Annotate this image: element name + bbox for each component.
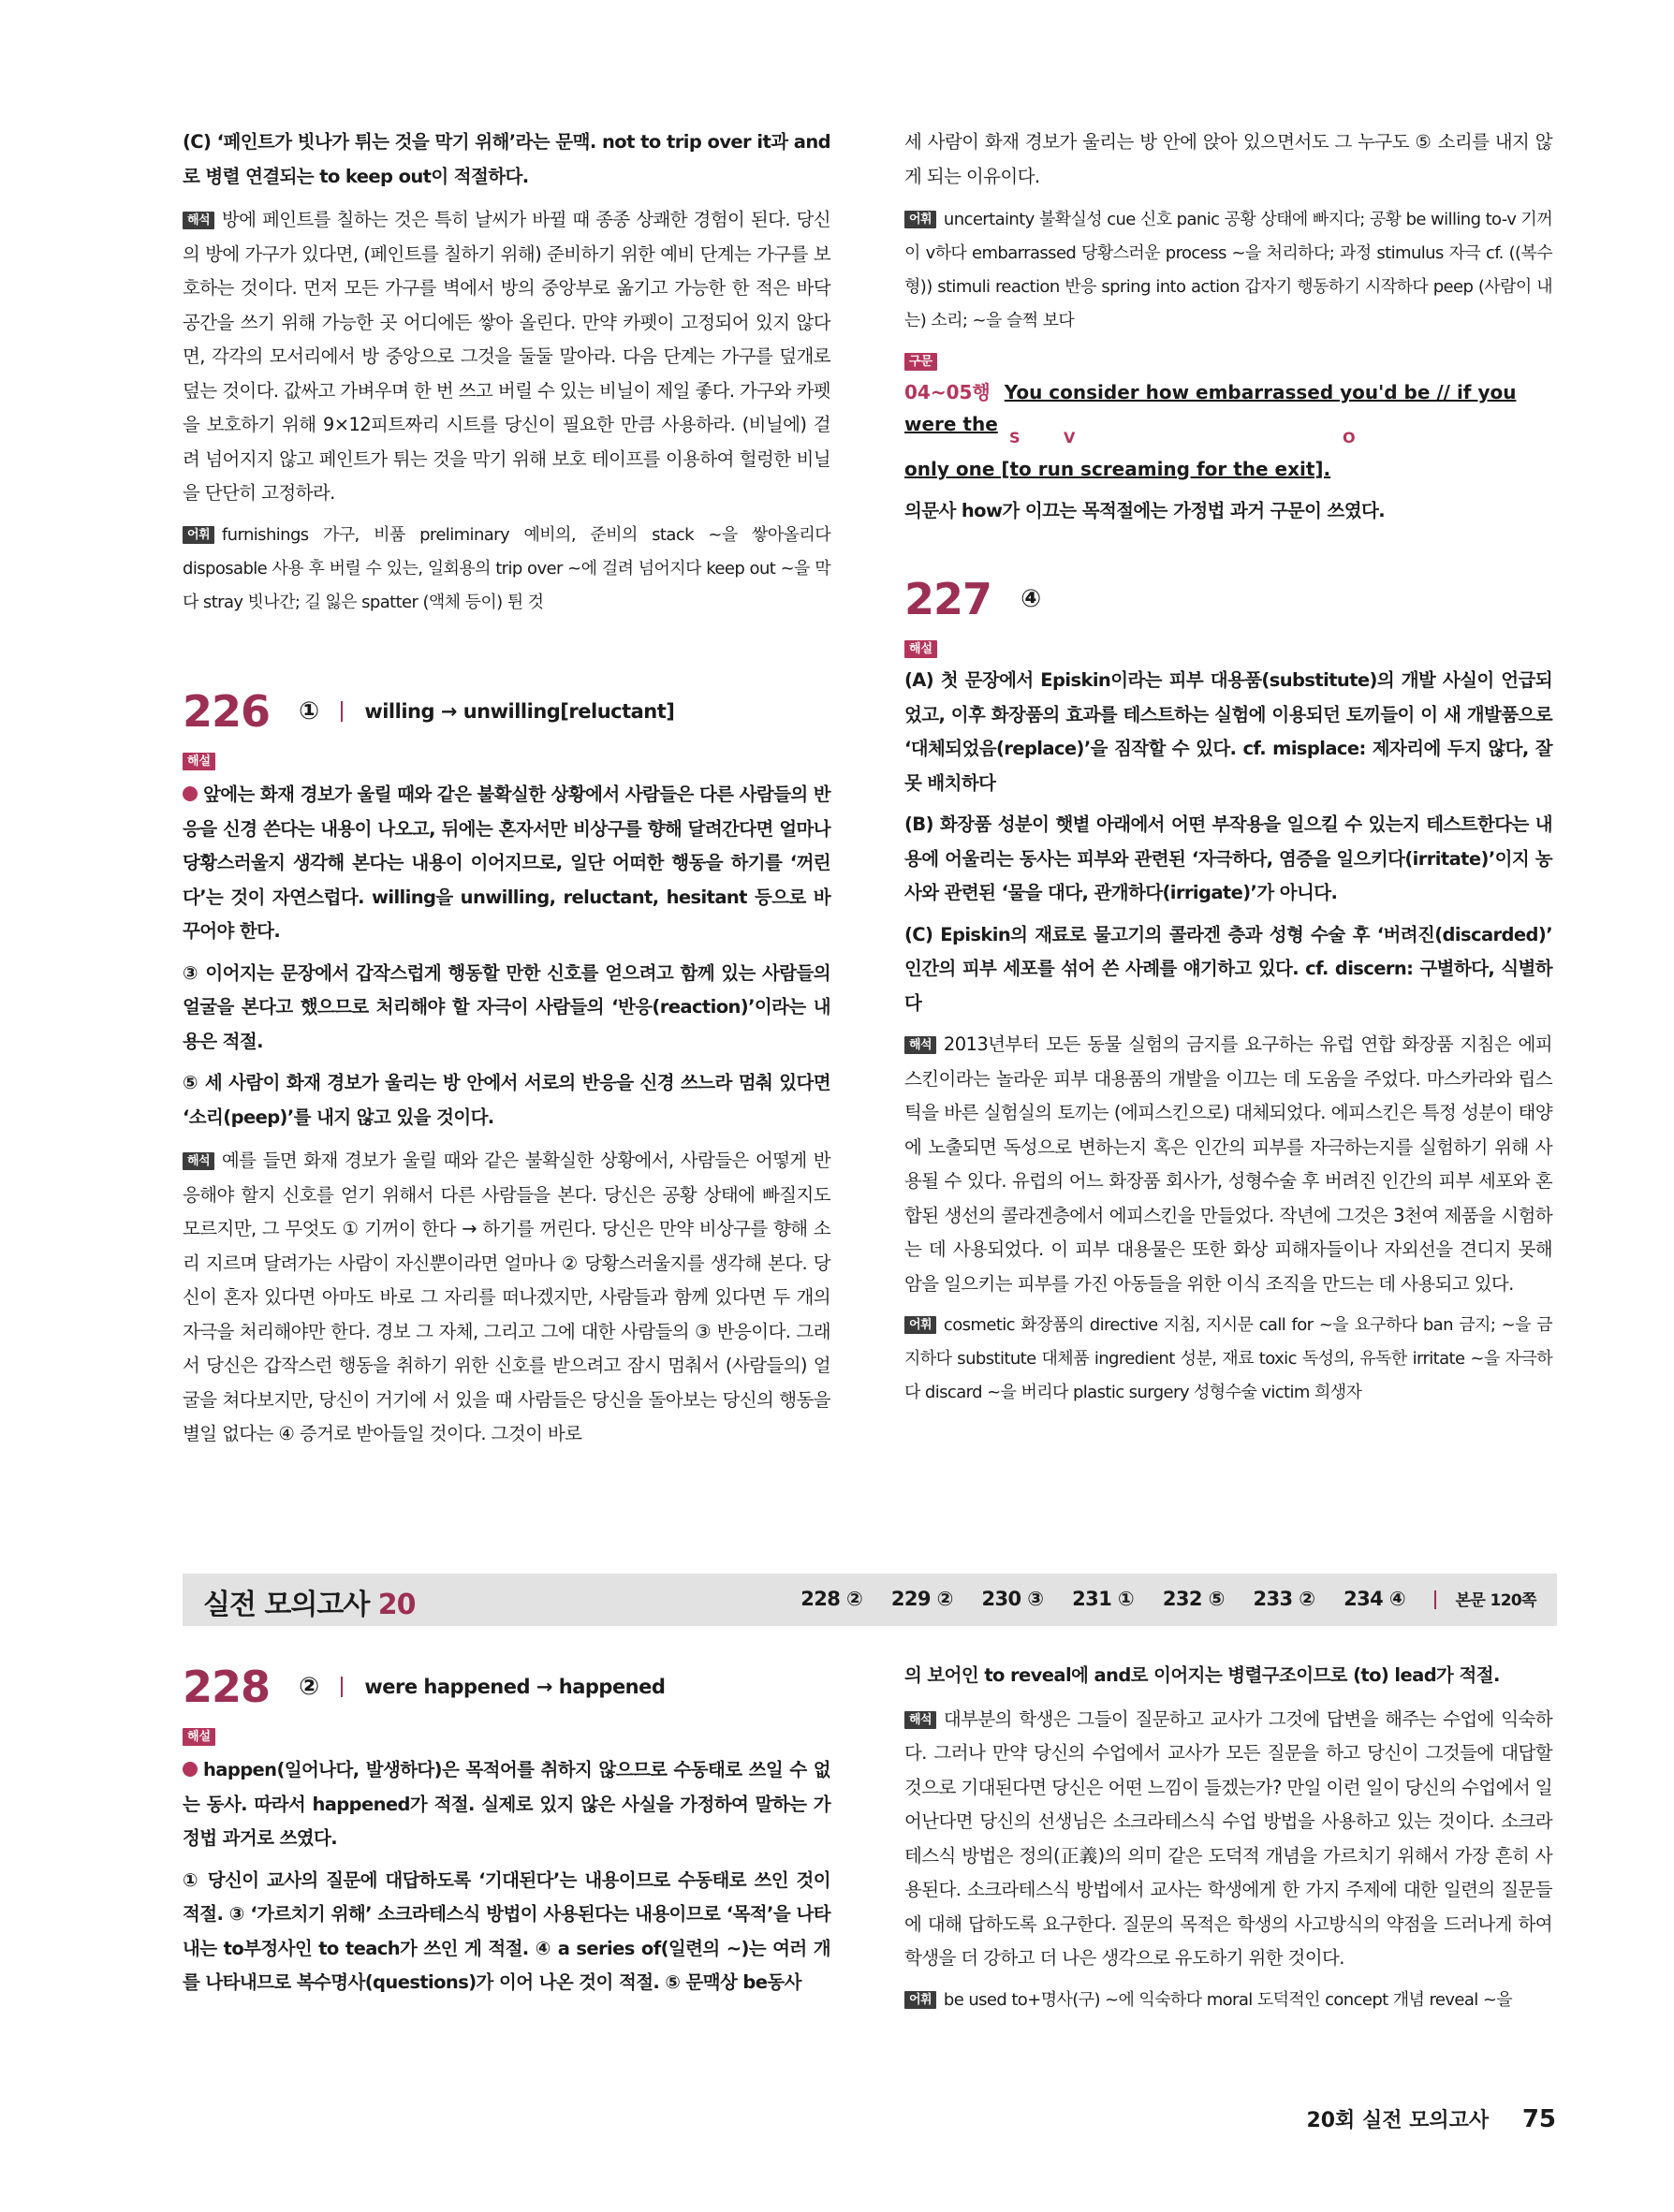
question-227 (904, 571, 1552, 1417)
vocab-paragraph-227 (904, 1309, 1552, 1410)
page-reference: 본문 120쪽 (1455, 1591, 1536, 1610)
translation-paragraph-226 (183, 1144, 830, 1452)
explanation-c: (C) Episkin의 재료로 물고기의 콜라겐 층과 성형 수술 후 ‘버려진(discarded)’ 인간의 피부 세포를 섞어 쓴 사례를 얘기하고 있다. cf. discern: 구별하다, 식별하다 (904, 923, 1552, 1014)
vocab-paragraph (183, 519, 830, 620)
banner-title-text: 실전 모의고사 (203, 1589, 370, 1621)
vocab-text: uncertainty 불확실성 cue 신호 panic 공황 상태에 빠지다; 공황 be willing to-v 기꺼이 v하다 embarrassed 당황스러운 process ~을 처리하다; 과정 stimulus 자극 cf. ((복수형)) stimuli reaction 반응 spring into action 갑자기 행동하기 시작하다 peep (사람이 내는) 소리; ~을 슬쩍 보다 (904, 210, 1552, 330)
header-divider (341, 1677, 343, 1697)
explanation-1 (183, 778, 830, 949)
explanation-tag: 해설 (904, 640, 937, 658)
vocab-tag: 어휘 (904, 1316, 936, 1334)
banner-title-number: 20 (377, 1589, 416, 1621)
translation-text: 방에 페인트를 칠하는 것은 특히 날씨가 바뀔 때 종종 상쾌한 경험이 된다. 당신의 방에 가구가 있다면, (페인트를 칠하기 위해) 준비하기 위한 예비 단계는 가구를 보호하는 것이다. 먼저 모든 가구를 벽에서 방의 중앙부로 옮기고 가능한 한 적은 바닥 공간을 쓰기 위해 가능한 곳 어디에든 쌓아 올린다. 만약 카펫이 고정되어 있지 않다면, 각각의 모서리에서 방 중앙으로 그것을 둘둘 말아라. 다음 단계는 가구를 덮개로 덮는 것이다. 값싸고 가벼우며 한 번 쓰고 버릴 수 있는 비닐이 제일 좋다. 가구와 카펫을 보호하기 위해 9×12피트짜리 시트를 당신이 필요한 만큼 사용하라. (비닐에) 걸려 넘어지지 않고 페인트가 튀는 것을 막기 위해 보호 테이프를 이용하여 헐렁한 비닐을 단단히 고정하라. (183, 209, 830, 504)
answer-key-item: 233 ② (1253, 1588, 1315, 1610)
explanation-c: (C) ‘페인트가 빗나가 튀는 것을 막기 위해’라는 문맥. not to trip over it과 and로 병렬 연결되는 to keep out이 적절하다. (183, 131, 830, 187)
vocab-text: be used to+명사(구) ~에 익숙하다 moral 도덕적인 concept 개념 reveal ~을 (943, 1989, 1513, 2010)
answer-mark: ① (299, 697, 320, 725)
right-column-upper (904, 125, 1552, 536)
answer-mark: ④ (1021, 585, 1042, 613)
translation-text: 대부분의 학생은 그들이 질문하고 교사가 그것에 답변을 해주는 수업에 익숙하다. 그러나 만약 당신의 수업에서 교사가 모든 질문을 하고 당신이 그것들에 대답할 것으로 기대된다면 당신은 어떤 느낌이 들겠는가? 만일 이런 일이 당신의 수업에서 일어난다면 당신의 선생님은 소크라테스식 수업 방법을 사용하고 있는 것이다. 소크라테스식 방법은 정의(正義)의 의미 같은 도덕적 개념을 가르치기 위해서 가장 흔히 사용된다. 소크라테스식 방법에서 교사는 학생에게 한 가지 주제에 대한 일련의 질문들에 대해 답하도록 요구한다. 질문의 목적은 학생의 사고방식의 약점을 드러나게 하여 학생을 더 강하고 더 나은 생각으로 유도하기 위한 것이다. (904, 1707, 1552, 1969)
grammar-line-2 (904, 453, 1552, 485)
explanation-1-text: happen(일어나다, 발생하다)은 목적어를 취하지 않으므로 수동태로 쓰일 수 없는 동사. 따라서 happened가 적절. 실제로 있지 않은 사실을 가정하여 말하는 가정법 과거로 쓰였다. (183, 1759, 830, 1849)
translation-tag: 해석 (183, 212, 214, 229)
question-226 (183, 683, 830, 1459)
answer-key-item: 231 ① (1072, 1588, 1135, 1610)
question-228 (183, 1659, 830, 2008)
correction-text: willing → unwilling[reluctant] (364, 700, 675, 723)
bullet-icon (183, 786, 198, 801)
explanation-1 (183, 1753, 830, 1856)
translation-tag: 해석 (904, 1036, 936, 1054)
header-divider (341, 701, 343, 722)
explanation-a: (A) 첫 문장에서 Episkin이라는 피부 대용품(substitute)의 개발 사실이 언급되었고, 이후 화장품의 효과를 테스트하는 실험에 이용되던 토끼들이 이 새 개발품으로 ‘대체되었음(replace)’을 짐작할 수 있다. cf. misplace: 제자리에 두지 않다, 잘못 배치하다 (904, 669, 1552, 794)
translation-tag: 해석 (904, 1711, 936, 1729)
vocab-tag: 어휘 (904, 211, 936, 228)
explanation-2: ① 당신이 교사의 질문에 대답하도록 ‘기대된다’는 내용이므로 수동태로 쓰인 것이 적절. ③ ‘가르치기 위해’ 소크라테스식 방법이 사용된다는 내용이므로 ‘목적’을 나타내는 to부정사인 to teach가 쓰인 게 적절. ④ a series of(일련의 ~)는 여러 개를 나타내므로 복수명사(questions)가 이어 나온 것이 적절. ⑤ 문맥상 be동사 (183, 1868, 830, 1993)
answer-key (778, 1587, 1536, 1610)
translation-continuation: 세 사람이 화재 경보가 울리는 방 안에 앉아 있으면서도 그 누구도 ⑤ 소리를 내지 않게 되는 이유이다. (904, 131, 1552, 187)
grammar-sentence-1: You consider how embarrassed you'd be // if you were the (904, 381, 1517, 435)
footer-label: 20회 실전 모의고사 (1306, 2109, 1490, 2132)
grammar-sentence-2: only one [to run screaming for the exit]. (904, 458, 1331, 480)
object-marker: O (1343, 429, 1356, 447)
explanation-2: ③ 이어지는 문장에서 갑작스럽게 행동할 만한 신호를 얻으려고 함께 있는 사람들의 얼굴을 본다고 했으므로 처리해야 할 자극이 사람들의 ‘반응(reaction)’이라는 내용은 적절. (183, 961, 830, 1052)
bullet-icon (183, 1762, 198, 1777)
question-number: 228 (183, 1662, 271, 1712)
translation-tag: 해석 (183, 1152, 214, 1170)
explanation-tag: 해설 (183, 753, 215, 770)
banner-divider (1434, 1590, 1436, 1609)
question-number: 226 (183, 686, 271, 737)
vocab-paragraph-228 (904, 1984, 1552, 2017)
question-header (183, 683, 830, 740)
question-number: 227 (904, 574, 992, 624)
answer-key-item: 228 ② (800, 1588, 863, 1610)
vocab-tag: 어휘 (183, 526, 214, 544)
vocab-text: cosmetic 화장품의 directive 지침, 지시문 call for ~을 요구하다 ban 금지; ~을 금지하다 substitute 대체품 ingredient 성분, 재료 toxic 독성의, 유독한 irritate ~을 자극하다 discard ~을 버리다 plastic surgery 성형수술 victim 희생자 (904, 1315, 1552, 1402)
question-228-continued (904, 1659, 1552, 2025)
grammar-line-1 (904, 376, 1552, 440)
vocab-tag: 어휘 (904, 1991, 936, 2009)
translation-paragraph-227 (904, 1028, 1552, 1301)
translation-paragraph (183, 203, 830, 511)
vocab-paragraph-226 (904, 203, 1552, 338)
answer-key-item: 230 ③ (981, 1588, 1044, 1610)
grammar-tag: 구문 (904, 353, 937, 371)
answer-key-item: 232 ⑤ (1162, 1588, 1225, 1610)
explanation-tag: 해설 (183, 1728, 215, 1746)
explanation-1-text: 앞에는 화재 경보가 울릴 때와 같은 불확실한 상황에서 사람들은 다른 사람들의 반응을 신경 쓴다는 내용이 나오고, 뒤에는 혼자서만 비상구를 향해 달려간다면 얼마나 당황스러울지 생각해 본다는 내용이 이어지므로, 일단 어떠한 행동을 하기를 ‘꺼린다’는 것이 자연스럽다. willing을 unwilling, reluctant, hesitant 등으로 바꾸어야 한다. (183, 784, 830, 942)
page-number: 75 (1521, 2105, 1556, 2133)
question-header (904, 571, 1552, 627)
page-footer (1306, 2104, 1556, 2133)
left-column-upper (183, 125, 830, 627)
correction-text: were happened → happened (364, 1676, 666, 1698)
answer-mark: ② (299, 1673, 320, 1701)
explanation-continuation: 의 보어인 to reveal에 and로 이어지는 병렬구조이므로 (to) lead가 적절. (904, 1664, 1500, 1686)
grammar-markers (904, 429, 1552, 453)
explanation-3: ⑤ 세 사람이 화재 경보가 울리는 방 안에서 서로의 반응을 신경 쓰느라 멈춰 있다면 ‘소리(peep)’를 내지 않고 있을 것이다. (183, 1072, 830, 1128)
explanation-b: (B) 화장품 성분이 햇볕 아래에서 어떤 부작용을 일으킬 수 있는지 테스트한다는 내용에 어울리는 동사는 피부와 관련된 ‘자극하다, 염증을 일으키다(irritate)’이지 농사와 관련된 ‘물을 대다, 관개하다(irrigate)’가 아니다. (904, 813, 1552, 903)
subject-marker: S (1009, 429, 1021, 447)
verb-marker: V (1064, 429, 1076, 447)
grammar-note: 의문사 how가 이끄는 목적절에는 가정법 과거 구문이 쓰였다. (904, 500, 1386, 521)
answer-key-item: 229 ② (890, 1588, 953, 1610)
grammar-box (904, 353, 1552, 529)
question-header (183, 1659, 830, 1715)
banner-title (203, 1581, 416, 1622)
translation-paragraph-228 (904, 1703, 1552, 1976)
grammar-row-label: 04~05행 (904, 381, 991, 403)
test-section-banner (183, 1574, 1557, 1626)
answer-key-item: 234 ④ (1344, 1588, 1406, 1610)
translation-text: 2013년부터 모든 동물 실험의 금지를 요구하는 유럽 연합 화장품 지침은 에피스킨이라는 놀라운 피부 대용품의 개발을 이끄는 데 도움을 주었다. 마스카라와 립스틱을 바른 실험실의 토끼는 (에피스킨으로) 대체되었다. 에피스킨은 특정 성분이 태양에 노출되면 독성으로 변하는지 혹은 인간의 피부를 자극하는지를 실험하기 위해 사용될 수 있다. 유럽의 어느 화장품 회사가, 성형수술 후 버려진 인간의 피부 세포와 혼합된 생선의 콜라겐층에서 에피스킨을 만들었다. 작년에 그것은 3천여 제품을 시험하는 데 사용되었다. 이 피부 대용물은 또한 화상 피해자들이나 자외선을 견디지 못해 암을 일으키는 피부를 가진 아동들을 위한 이식 조직을 만드는 데 사용되고 있다. (904, 1033, 1552, 1295)
vocab-text: furnishings 가구, 비품 preliminary 예비의, 준비의 stack ~을 쌓아올리다 disposable 사용 후 버릴 수 있는, 일회용의 trip over ~에 걸려 넘어지다 keep out ~을 막다 stray 빗나간; 길 잃은 spatter (액체 등이) 튄 것 (183, 524, 830, 612)
translation-text: 예를 들면 화재 경보가 울릴 때와 같은 불확실한 상황에서, 사람들은 어떻게 반응해야 할지 신호를 얻기 위해서 다른 사람들을 본다. 당신은 공황 상태에 빠질지도 모르지만, 그 무엇도 ① 기꺼이 한다 → 하기를 꺼린다. 당신은 만약 비상구를 향해 소리 지르며 달려가는 사람이 자신뿐이라면 얼마나 ② 당황스러울지를 생각해 본다. 당신이 혼자 있다면 아마도 바로 그 자리를 떠나겠지만, 사람들과 함께 있다면 두 개의 자극을 처리해야만 한다. 경보 그 자체, 그리고 그에 대한 사람들의 ③ 반응이다. 그래서 당신은 갑작스런 행동을 취하기 위한 신호를 받으려고 잠시 멈춰서 (사람들의) 얼굴을 쳐다보지만, 당신이 거기에 서 있을 때 사람들은 당신을 돌아보는 당신의 행동을 별일 없다는 ④ 증거로 받아들일 것이다. 그것이 바로 (183, 1150, 830, 1444)
